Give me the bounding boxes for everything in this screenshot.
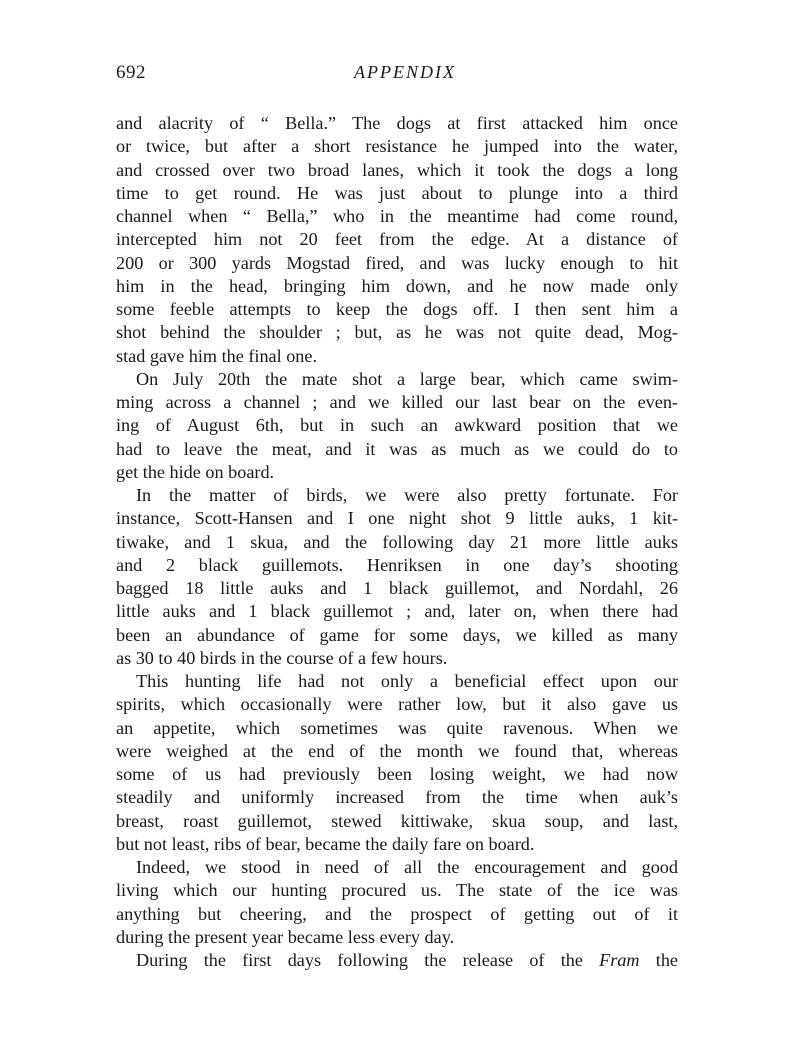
page-number: 692	[116, 62, 146, 83]
text-line: instance, Scott-Hansen and I one night shot 9 little auks, 1 kit-	[116, 508, 678, 529]
running-title: APPENDIX	[354, 62, 456, 82]
text-line: anything but cheering, and the prospect of getting out of it	[116, 903, 678, 924]
text-line: and alacrity of “ Bella.” The dogs at first attacked him once	[116, 113, 678, 133]
final-line-end: the	[639, 950, 678, 970]
text-line: This hunting life had not only a beneficial effect upon our	[136, 671, 678, 691]
text-line: ming across a channel ; and we killed our last bear on the even-	[116, 392, 678, 412]
text-line: Indeed, we stood in need of all the encouragement and good	[136, 857, 678, 877]
text-line: some feeble attempts to keep the dogs off. I then sent him a	[116, 299, 678, 319]
text-line: In the matter of birds, we were also pretty fortunate. For	[136, 485, 678, 505]
text-line: breast, roast guillemot, stewed kittiwake, skua soup, and last,	[116, 810, 678, 831]
text-line: get the hide on board.	[116, 461, 275, 482]
text-line: and 2 black guillemots. Henriksen in one day’s shooting	[116, 554, 678, 575]
text-line: 200 or 300 yards Mogstad fired, and was lucky enough to hit	[116, 252, 678, 273]
text-line: had to leave the meat, and it was as much as we could do to	[116, 438, 678, 459]
text-line: during the present year became less every day.	[116, 926, 455, 947]
text-line: intercepted him not 20 feet from the edge. At a distance of	[116, 229, 678, 250]
text-line: tiwake, and 1 skua, and the following day 21 more little auks	[116, 531, 678, 552]
text-line: spirits, which occasionally were rather low, but it also gave us	[116, 694, 678, 715]
text-line: channel when “ Bella,” who in the meantime had come round,	[116, 206, 678, 226]
text-line: him in the head, bringing him down, and he now made only	[116, 275, 678, 296]
text-line: steadily and uniformly increased from the time when auk’s	[116, 787, 678, 808]
text-line: but not least, ribs of bear, became the daily fare on board.	[116, 833, 535, 854]
text-line: living which our hunting procured us. The state of the ice was	[116, 880, 678, 901]
text-line: ing of August 6th, but in such an awkward position that we	[116, 415, 678, 436]
text-line: shot behind the shoulder ; but, as he was not quite dead, Mog-	[116, 322, 678, 343]
text-line: time to get round. He was just about to plunge into a third	[116, 182, 678, 203]
final-line-start: During the first days following the release of the	[136, 950, 600, 970]
final-text-line	[116, 949, 678, 972]
text-line: an appetite, which sometimes was quite ravenous. When we	[116, 717, 678, 738]
ship-name: Fram	[599, 950, 640, 970]
text-line: stad gave him the final one.	[116, 345, 318, 366]
text-line: some of us had previously been losing weight, we had now	[116, 764, 678, 784]
text-line: On July 20th the mate shot a large bear, which came swim-	[136, 368, 678, 389]
text-line: as 30 to 40 birds in the course of a few hours.	[116, 647, 448, 668]
body-text	[116, 112, 678, 972]
text-line: and crossed over two broad lanes, which it took the dogs a long	[116, 159, 678, 180]
text-line: been an abundance of game for some days, we killed as many	[116, 624, 678, 645]
text-line: bagged 18 little auks and 1 black guillemot, and Nordahl, 26	[116, 578, 678, 598]
text-line: or twice, but after a short resistance he jumped into the water,	[116, 136, 678, 157]
text-line: little auks and 1 black guillemot ; and, later on, when there had	[116, 601, 678, 622]
text-line: were weighed at the end of the month we found that, whereas	[116, 740, 678, 761]
